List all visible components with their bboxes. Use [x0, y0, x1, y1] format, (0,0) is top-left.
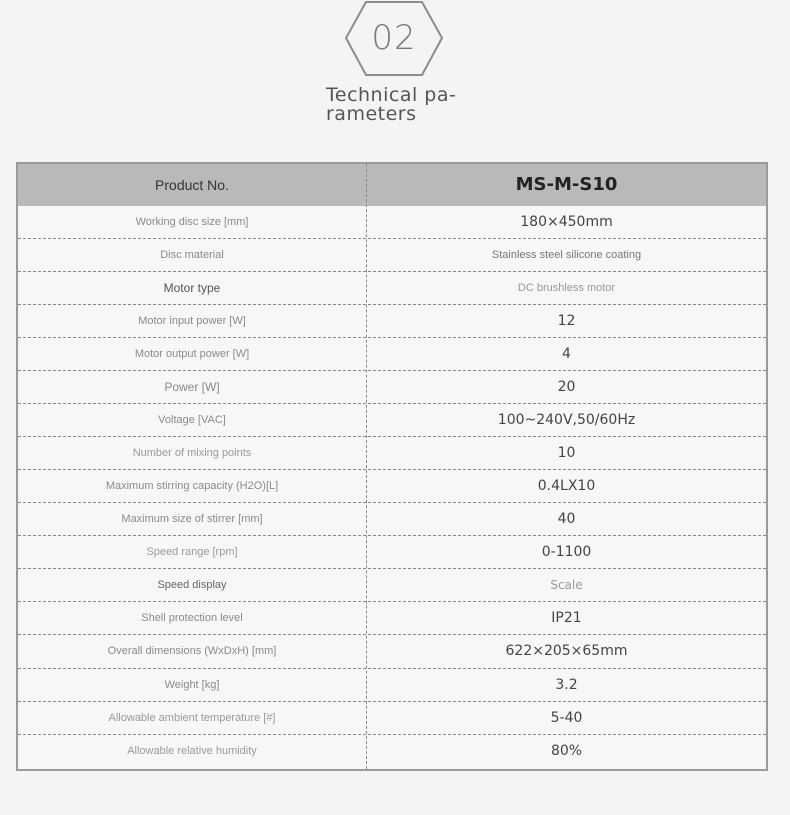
row-label: Motor type — [163, 281, 221, 295]
row-value: 5-40 — [550, 710, 583, 726]
row-label: Weight [kg] — [164, 679, 220, 691]
section-title-line-1: Technical pa- — [326, 84, 457, 106]
table-row — [18, 437, 766, 470]
table-row — [18, 470, 766, 503]
row-label: Maximum stirring capacity (H2O)[L] — [105, 480, 279, 492]
table-row — [18, 338, 766, 371]
table-row — [18, 239, 766, 272]
row-value: 40 — [557, 511, 576, 527]
row-label: Motor input power [W] — [138, 315, 246, 327]
row-value: 0-1100 — [541, 544, 592, 560]
row-label: Disc material — [160, 249, 224, 261]
table-row — [18, 735, 766, 769]
table-header — [18, 164, 766, 206]
header-value: MS-M-S10 — [515, 174, 618, 195]
row-label: Motor output power [W] — [134, 348, 250, 360]
row-value: 622×205×65mm — [505, 643, 628, 659]
row-value: Stainless steel silicone coating — [491, 249, 642, 261]
table-row — [18, 503, 766, 536]
table-row — [18, 272, 766, 305]
row-value: DC brushless motor — [517, 282, 616, 294]
row-value: IP21 — [551, 610, 582, 626]
parameters-table — [16, 162, 768, 771]
row-label: Working disc size [mm] — [135, 216, 249, 228]
row-value: 20 — [557, 379, 576, 395]
row-label: Allowable relative humidity — [127, 745, 257, 757]
row-label: Power [W] — [164, 380, 220, 394]
table-row — [18, 371, 766, 404]
section-number: 02 — [371, 18, 417, 58]
table-row — [18, 702, 766, 735]
row-value: 0.4LX10 — [537, 478, 596, 494]
table-row — [18, 635, 766, 669]
row-label: Speed range [rpm] — [146, 546, 238, 558]
row-value: 80% — [550, 743, 583, 759]
table-row — [18, 669, 766, 702]
row-label: Number of mixing points — [132, 447, 252, 459]
row-label: Shell protection level — [141, 612, 243, 624]
table-row — [18, 536, 766, 569]
section-badge — [344, 0, 444, 78]
section-title — [326, 86, 486, 124]
row-label: Allowable ambient temperature [#] — [108, 712, 276, 724]
row-value: 180×450mm — [520, 214, 613, 230]
table-row — [18, 305, 766, 338]
row-label: Speed display — [157, 579, 227, 591]
row-value: 10 — [557, 445, 576, 461]
table-row — [18, 569, 766, 602]
table-row — [18, 602, 766, 635]
row-value: 100~240V,50/60Hz — [497, 412, 636, 428]
row-value: 12 — [557, 313, 576, 329]
table-row — [18, 206, 766, 239]
row-label: Overall dimensions (WxDxH) [mm] — [107, 645, 277, 657]
row-label: Voltage [VAC] — [158, 414, 226, 426]
row-value: 3.2 — [555, 677, 578, 693]
header-label: Product No. — [155, 177, 229, 193]
row-value: Scale — [550, 578, 583, 592]
section-title-line-2: rameters — [326, 103, 417, 125]
row-value: 4 — [562, 346, 571, 362]
table-row — [18, 404, 766, 437]
row-label: Maximum size of stirrer [mm] — [121, 513, 263, 525]
